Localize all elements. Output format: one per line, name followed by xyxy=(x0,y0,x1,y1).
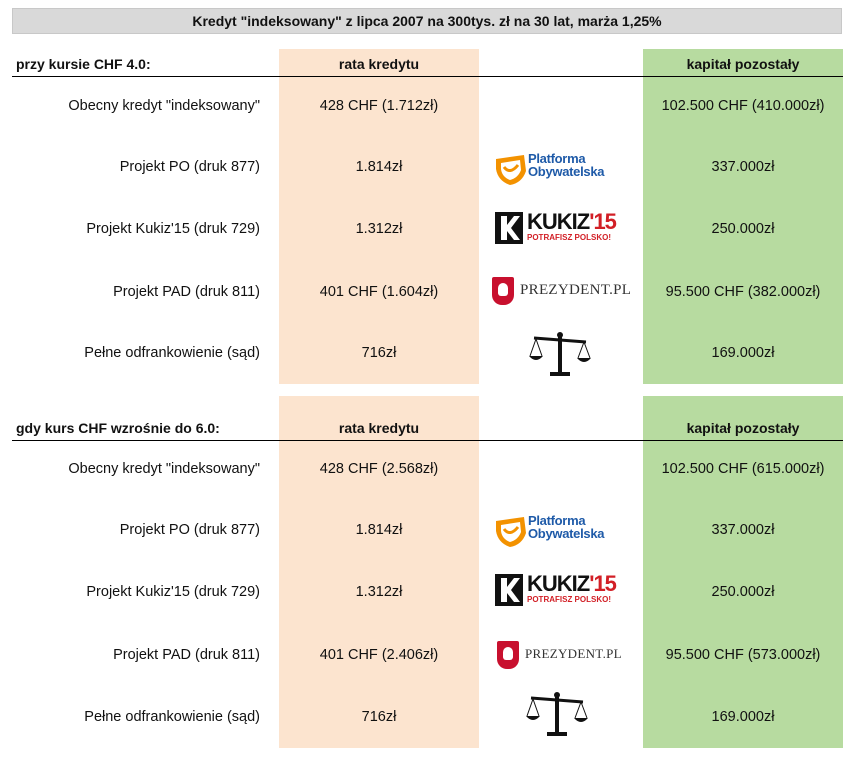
kukiz15-logo: KUKIZ'15 POTRAFISZ POLSKO! xyxy=(490,571,635,611)
row-rate: 1.312zł xyxy=(355,221,403,237)
row-capital: 250.000zł xyxy=(711,584,775,600)
platforma-obywatelska-logo: Platforma Obywatelska xyxy=(490,511,635,551)
rate-column-header: rata kredytu xyxy=(338,56,420,72)
row-label: Obecny kredyt "indeksowany" xyxy=(68,98,260,114)
row-label: Projekt Kukiz'15 (druk 729) xyxy=(86,584,260,600)
row-capital: 169.000zł xyxy=(711,709,775,725)
rate-column-bg xyxy=(279,396,479,748)
row-capital: 102.500 CHF (615.000zł) xyxy=(661,461,825,477)
eagle-emblem-icon xyxy=(497,641,519,669)
row-rate: 428 CHF (1.712zł) xyxy=(319,98,439,114)
row-rate: 401 CHF (1.604zł) xyxy=(319,284,439,300)
scales-of-justice-icon xyxy=(528,330,592,378)
prezydent-pl-logo: PREZYDENT.PL xyxy=(490,272,635,312)
row-label: Projekt PO (druk 877) xyxy=(119,159,260,175)
row-rate: 428 CHF (2.568zł) xyxy=(319,461,439,477)
kukiz15-logo: KUKIZ'15 POTRAFISZ POLSKO! xyxy=(490,209,635,249)
prezydent-pl-logo: PREZYDENT.PL xyxy=(495,636,640,676)
row-label: Pełne odfrankowienie (sąd) xyxy=(84,345,260,361)
rate-column-header: rata kredytu xyxy=(338,420,420,436)
section-divider xyxy=(12,440,843,441)
row-label: Projekt PO (druk 877) xyxy=(119,522,260,538)
section-heading: przy kursie CHF 4.0: xyxy=(16,56,151,72)
section-divider xyxy=(12,76,843,77)
row-rate: 401 CHF (2.406zł) xyxy=(319,647,439,663)
eagle-emblem-icon xyxy=(492,277,514,305)
row-capital: 337.000zł xyxy=(711,522,775,538)
row-capital: 102.500 CHF (410.000zł) xyxy=(661,98,825,114)
capital-column-header: kapitał pozostały xyxy=(686,420,800,436)
row-label: Projekt PAD (druk 811) xyxy=(113,647,260,663)
row-rate: 716zł xyxy=(361,709,397,725)
page-title: Kredyt "indeksowany" z lipca 2007 na 300tys. zł na 30 lat, marża 1,25% xyxy=(12,8,842,34)
row-capital: 337.000zł xyxy=(711,159,775,175)
row-capital: 95.500 CHF (573.000zł) xyxy=(665,647,821,663)
platforma-obywatelska-logo: Platforma Obywatelska xyxy=(490,149,635,189)
row-label: Projekt Kukiz'15 (druk 729) xyxy=(86,221,260,237)
row-label: Pełne odfrankowienie (sąd) xyxy=(84,709,260,725)
scales-of-justice-icon xyxy=(525,690,589,738)
row-capital: 95.500 CHF (382.000zł) xyxy=(665,284,821,300)
row-rate: 1.312zł xyxy=(355,584,403,600)
row-rate: 1.814zł xyxy=(355,522,403,538)
row-label: Obecny kredyt "indeksowany" xyxy=(68,461,260,477)
row-capital: 250.000zł xyxy=(711,221,775,237)
capital-column-bg xyxy=(643,396,843,748)
row-rate: 1.814zł xyxy=(355,159,403,175)
row-rate: 716zł xyxy=(361,345,397,361)
capital-column-header: kapitał pozostały xyxy=(686,56,800,72)
row-capital: 169.000zł xyxy=(711,345,775,361)
row-label: Projekt PAD (druk 811) xyxy=(113,284,260,300)
section-heading: gdy kurs CHF wzrośnie do 6.0: xyxy=(16,420,220,436)
